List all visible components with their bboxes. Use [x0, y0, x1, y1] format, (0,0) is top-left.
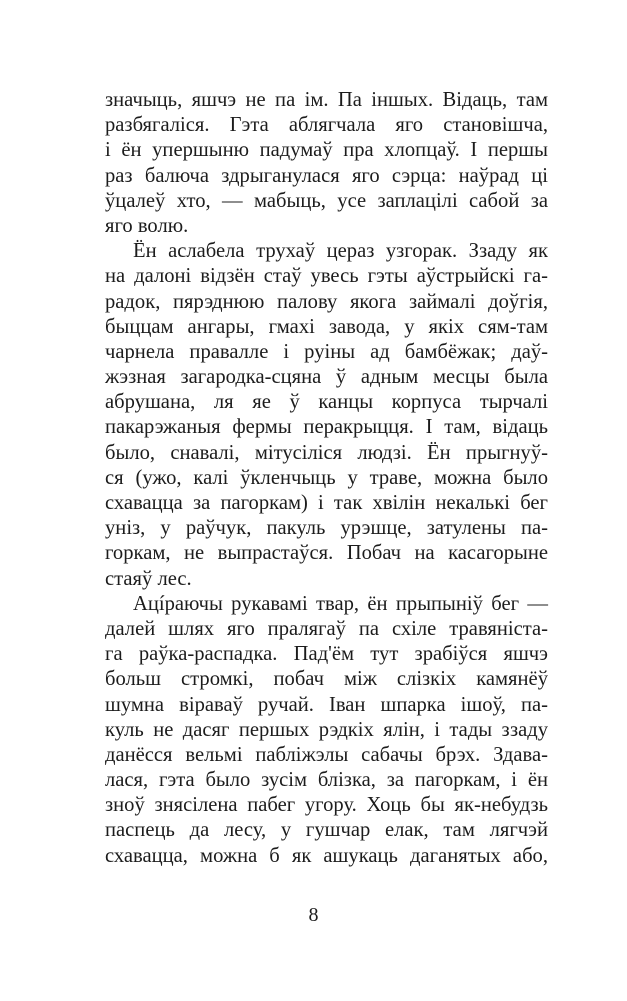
page-text: [105, 88, 548, 869]
text-line: схавацца за пагоркам) і так хвілін некалькі бег: [105, 492, 548, 514]
paragraph-1: [105, 88, 548, 239]
text-line: паспець да лесу, у гушчар елак, там лягчэй: [105, 819, 548, 842]
text-line: далей шлях яго пралягаў па схіле травяніста-: [105, 617, 548, 640]
text-line: і ён упершыню падумаў пра хлопцаў. І першы: [105, 139, 548, 162]
text-line: уніз, у раўчук, пакуль урэшце, затулены па-: [105, 517, 548, 540]
text-line: шумна віраваў ручай. Іван шпарка ішоў, па-: [105, 693, 548, 716]
text-line: га раўка-распадка. Пад'ём тут зрабіўся яшчэ: [105, 643, 548, 666]
text-line: ся (ужо, калі ўкленчыць у траве, можна было: [105, 466, 548, 489]
text-line: стаяў лес.: [105, 567, 192, 590]
text-line: ўцалеў хто, — мабыць, усе заплацілі сабой за: [105, 189, 548, 212]
text-line: больш стромкі, побач між слізкіх камянёў: [105, 668, 548, 691]
text-line: схавацца, можна б як ашукаць даганятых або,: [105, 844, 548, 867]
paragraph-2: [105, 239, 548, 592]
text-line: чарнела правалле і руіны ад бамбёжак; даў-: [105, 340, 548, 363]
text-line: пакарэжаныя фермы перакрыцця. І там, відаць: [105, 416, 548, 439]
text-line: быццам ангары, гмахі завода, у якіх сям-там: [105, 315, 548, 338]
text-line: значыць, яшчэ не па ім. Па іншых. Відаць, там: [105, 89, 548, 111]
text-line: куль не дасяг першых рэдкіх ялін, і тады ззаду: [105, 718, 548, 741]
paragraph-3: [105, 592, 548, 869]
text-line: разбягаліся. Гэта аблягчала яго становішча,: [105, 114, 548, 137]
text-line: горкам, не выпрастаўся. Побач на касагорыне: [105, 542, 548, 565]
text-line: данёсся вельмі пабліжэлы сабачы брэх. Здава-: [105, 743, 548, 766]
text-line: было, снавалі, мітусіліся людзі. Ён прыгнуў-: [105, 441, 548, 464]
text-line: жэзная загародка-сцяна ў адным месцы была: [105, 366, 548, 389]
text-line: на далоні відзён стаў увесь гэты аўстрыйскі га-: [105, 265, 548, 288]
text-line: лася, гэта было зусім блізка, за пагоркам, і ён: [105, 769, 548, 792]
text-line: Ацíраючы рукавамі твар, ён прыпыніў бег —: [133, 592, 548, 615]
text-line: раз балюча здрыганулася яго сэрца: наўрад ці: [105, 164, 548, 187]
text-line: яго волю.: [105, 214, 189, 237]
text-line: зноў знясілена пабег угору. Хоць бы як-небудзь: [105, 794, 548, 817]
page-number: 8: [308, 904, 319, 926]
text-line: Ён аслабела трухаў цераз узгорак. Ззаду як: [133, 240, 548, 263]
text-line: радок, пярэднюю палову якога займалі доўгія,: [105, 290, 548, 313]
text-line: абрушана, ля яе ў канцы корпуса тырчалі: [105, 391, 548, 414]
